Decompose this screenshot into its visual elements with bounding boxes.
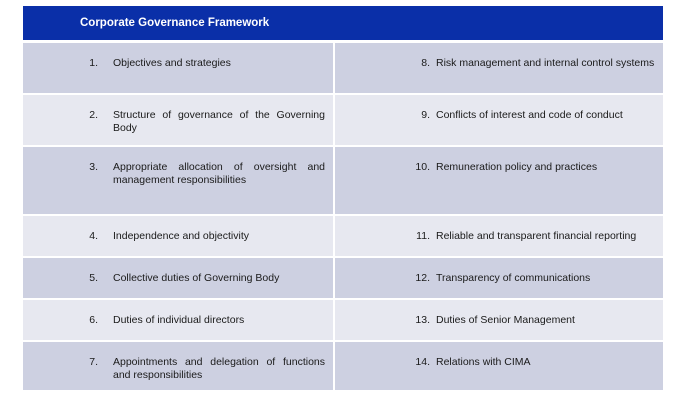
framework-item [334, 94, 663, 146]
framework-item [334, 299, 663, 341]
framework-item [23, 94, 334, 146]
table-row [23, 94, 663, 146]
item-number: 13. [415, 314, 430, 326]
item-text: Appropriate allocation of oversight and management responsibilities [113, 161, 325, 186]
item-number: 5. [89, 272, 98, 284]
framework-item [334, 43, 663, 94]
governance-framework-table [23, 6, 663, 392]
item-text: Reliable and transparent financial reporting [436, 230, 637, 242]
item-number: 4. [89, 230, 98, 242]
item-text: Duties of Senior Management [436, 314, 575, 326]
item-text: Appointments and delegation of functions and responsibilities [113, 356, 325, 381]
framework-item [23, 257, 334, 299]
item-number: 3. [89, 161, 98, 173]
framework-grid [23, 43, 663, 392]
item-text: Relations with CIMA [436, 356, 531, 368]
framework-item [334, 215, 663, 257]
framework-item [23, 299, 334, 341]
framework-item [23, 341, 334, 391]
item-text: Objectives and strategies [113, 57, 231, 69]
item-number: 7. [89, 356, 98, 368]
item-number: 1. [89, 57, 98, 69]
item-text: Transparency of communications [436, 272, 591, 284]
table-row [23, 299, 663, 341]
table-title: Corporate Governance Framework [80, 17, 270, 29]
framework-item [334, 257, 663, 299]
item-number: 14. [415, 356, 430, 368]
framework-item [23, 43, 334, 94]
table-row [23, 215, 663, 257]
item-text: Duties of individual directors [113, 314, 245, 326]
item-text: Risk management and internal control systems [436, 57, 655, 69]
item-number: 12. [415, 272, 430, 284]
item-number: 11. [416, 230, 430, 242]
item-text: Remuneration policy and practices [436, 161, 598, 173]
item-text: Independence and objectivity [113, 230, 250, 242]
framework-item [334, 341, 663, 391]
table-header [23, 6, 663, 43]
item-number: 9. [421, 109, 430, 121]
framework-item [334, 146, 663, 215]
table-row [23, 341, 663, 391]
item-text: Structure of governance of the Governing Body [113, 109, 325, 134]
framework-item [23, 146, 334, 215]
item-text: Conflicts of interest and code of conduct [436, 109, 623, 121]
item-number: 8. [421, 57, 430, 69]
table-row [23, 257, 663, 299]
item-text: Collective duties of Governing Body [113, 272, 280, 284]
item-number: 10. [415, 161, 430, 173]
item-number: 6. [89, 314, 98, 326]
table-row [23, 146, 663, 215]
item-number: 2. [89, 109, 98, 121]
table-row [23, 43, 663, 94]
framework-item [23, 215, 334, 257]
